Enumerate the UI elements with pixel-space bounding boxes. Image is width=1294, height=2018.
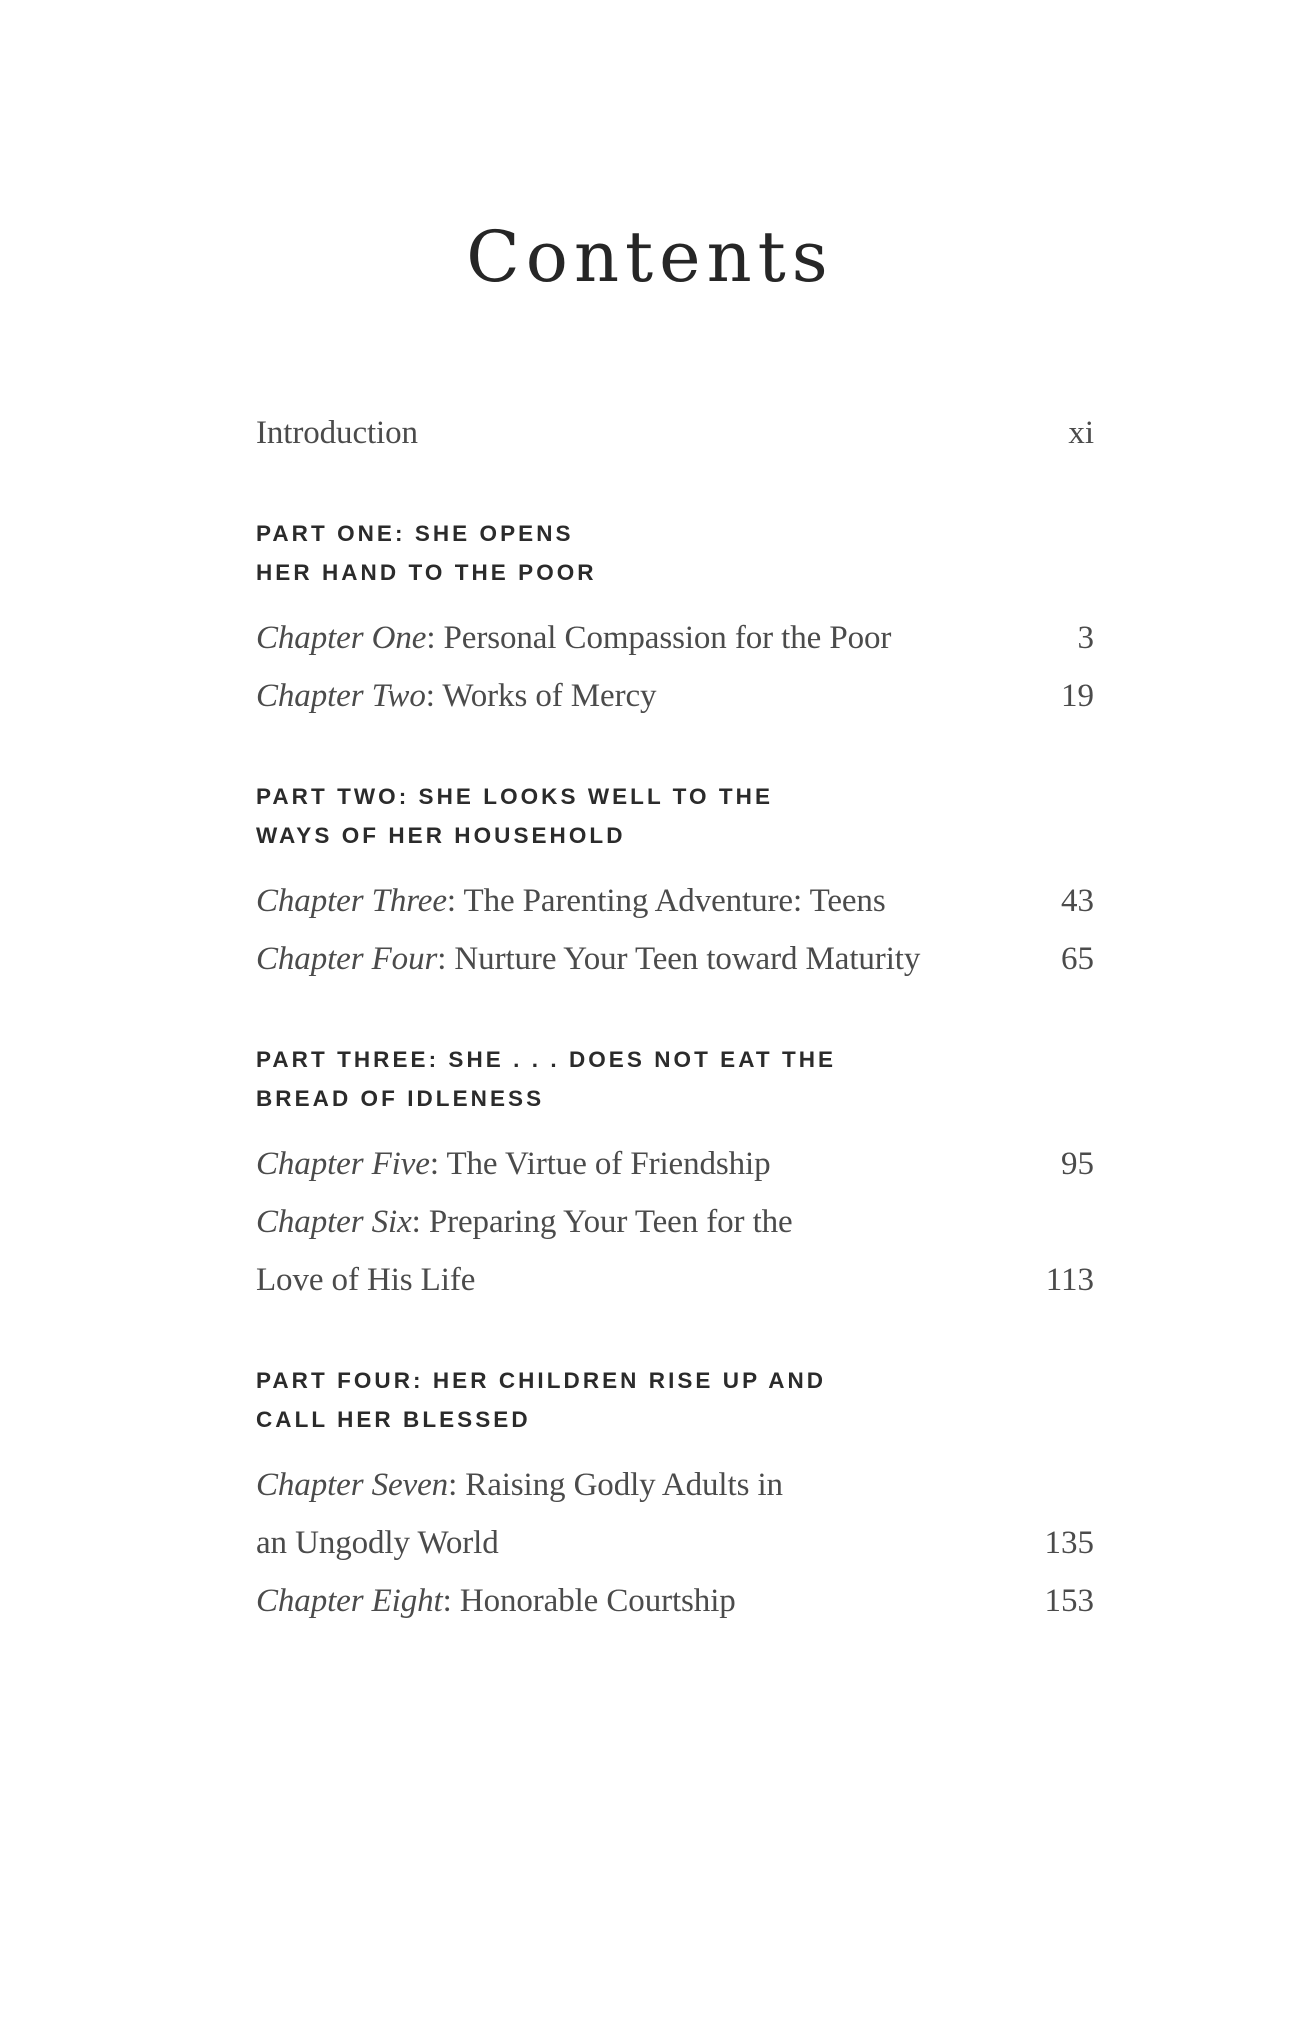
chapter-list	[256, 872, 1094, 988]
entry-page-number: 153	[1044, 1583, 1094, 1619]
part-heading-line: PART FOUR: HER CHILDREN RISE UP AND	[256, 1368, 827, 1393]
toc-entry-list	[256, 404, 1094, 1630]
part-block-4	[256, 1361, 1094, 1630]
part-heading-line: BREAD OF IDLENESS	[256, 1086, 545, 1111]
entry-page-number: 113	[1045, 1262, 1094, 1298]
part-heading-line: PART ONE: SHE OPENS	[256, 521, 574, 546]
chapter-title: : The Virtue of Friendship	[429, 1146, 771, 1182]
chapter-label: Chapter Five	[256, 1146, 430, 1182]
chapter-title: : The Parenting Adventure: Teens	[446, 883, 886, 919]
chapter-title: Love of His Life	[256, 1262, 476, 1298]
chapter-title: : Personal Compassion for the Poor	[426, 620, 892, 656]
part-block-1	[256, 514, 1094, 725]
part-heading-line: PART TWO: SHE LOOKS WELL TO THE	[256, 784, 774, 809]
toc-entry-chapter[interactable]	[256, 1251, 1094, 1309]
toc-entry-chapter[interactable]	[256, 609, 1094, 667]
entry-page-number: 65	[1061, 941, 1094, 977]
toc-entry-chapter[interactable]	[256, 1572, 1094, 1630]
toc-entry-chapter[interactable]	[256, 1193, 1094, 1251]
chapter-label: Chapter Three	[256, 883, 447, 919]
chapter-title: : Raising Godly Adults in	[448, 1467, 783, 1503]
entry-label	[256, 1193, 793, 1251]
entry-page-number: 3	[1077, 620, 1094, 656]
chapter-list	[256, 609, 1094, 725]
chapter-title: : Works of Mercy	[425, 678, 657, 714]
page-title: Contents	[466, 216, 834, 298]
chapter-title: an Ungodly World	[256, 1525, 499, 1561]
entry-label	[256, 1572, 736, 1630]
chapter-title: : Honorable Courtship	[442, 1583, 736, 1619]
entry-label	[256, 667, 656, 725]
entry-label	[256, 1251, 475, 1309]
chapter-label: Chapter Two	[256, 678, 426, 714]
chapter-title: : Nurture Your Teen toward Maturity	[437, 941, 921, 977]
toc-entry-chapter[interactable]	[256, 1135, 1094, 1193]
chapter-label: Chapter One	[256, 620, 427, 656]
entry-label	[256, 930, 920, 988]
toc-entry-chapter[interactable]	[256, 872, 1094, 930]
toc-entry-introduction[interactable]	[256, 404, 1094, 462]
toc-entry-chapter[interactable]	[256, 930, 1094, 988]
chapter-label: Chapter Eight	[256, 1583, 443, 1619]
chapter-label: Chapter Four	[256, 941, 438, 977]
chapter-label: Chapter Six	[256, 1204, 412, 1240]
entry-label	[256, 609, 891, 667]
entry-label: Introduction	[256, 415, 418, 451]
part-heading-line: HER HAND TO THE POOR	[256, 560, 597, 585]
part-heading-line: PART THREE: SHE . . . DOES NOT EAT THE	[256, 1047, 837, 1072]
entry-label	[256, 1135, 771, 1193]
entry-page-number: 135	[1044, 1525, 1094, 1561]
toc-entry-chapter[interactable]	[256, 1514, 1094, 1572]
chapter-list	[256, 1135, 1094, 1309]
chapter-list	[256, 1456, 1094, 1630]
entry-label	[256, 1514, 499, 1572]
entry-page-number: xi	[1068, 415, 1094, 451]
entry-page-number: 43	[1061, 883, 1094, 919]
entry-label	[256, 872, 886, 930]
entry-label	[256, 1456, 783, 1514]
chapter-title: : Preparing Your Teen for the	[411, 1204, 793, 1240]
entry-page-number: 95	[1061, 1146, 1094, 1182]
entry-page-number: 19	[1061, 678, 1094, 714]
chapter-label: Chapter Seven	[256, 1467, 449, 1503]
toc-entry-chapter[interactable]	[256, 667, 1094, 725]
part-heading-line: CALL HER BLESSED	[256, 1407, 531, 1432]
part-heading-line: WAYS OF HER HOUSEHOLD	[256, 823, 626, 848]
part-block-2	[256, 777, 1094, 988]
part-block-3	[256, 1040, 1094, 1309]
toc-entry-chapter[interactable]	[256, 1456, 1094, 1514]
